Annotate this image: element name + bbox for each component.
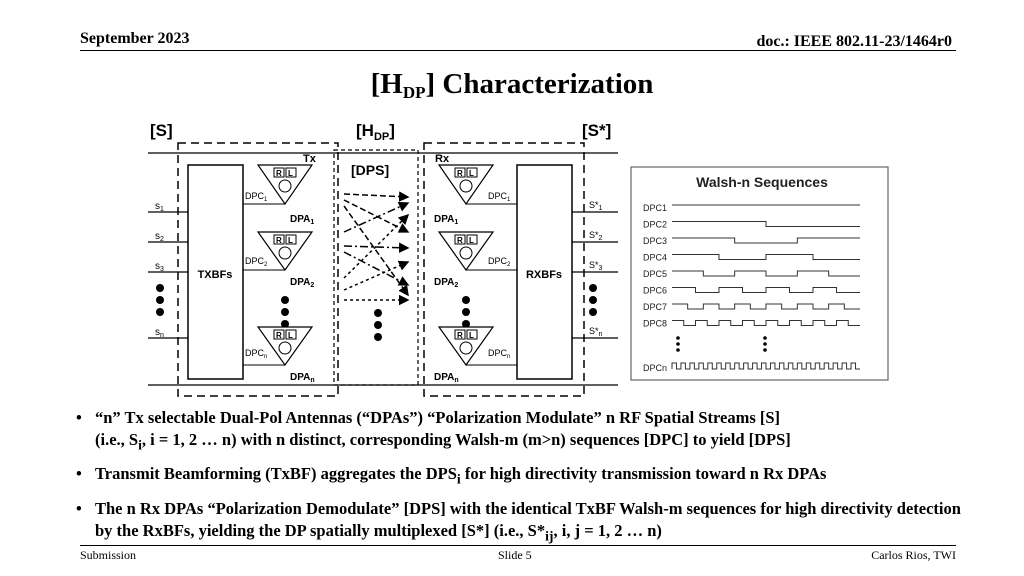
rx-dpc2: $DPC_2$ xyxy=(488,256,511,268)
svg-text:L: L xyxy=(469,169,474,178)
tx-dpcn: $DPC_n$ xyxy=(245,348,268,360)
svg-text:R: R xyxy=(276,331,282,340)
svg-text:R: R xyxy=(457,236,463,245)
walsh-label-dpc3: DPC3 xyxy=(643,236,668,246)
rxbfs-label: RXBFs xyxy=(525,269,563,281)
svg-text:L: L xyxy=(288,169,293,178)
bullet-2: • Transmit Beamforming (TxBF) aggregates the $DPS_i$ for high directivity transmission toward n Rx DPAs xyxy=(76,463,976,490)
svg-text:L: L xyxy=(469,236,474,245)
output-ellipsis-dots xyxy=(589,284,597,316)
walsh-label-dpc7: DPC7 xyxy=(643,302,668,312)
walsh-label-dpc6: DPC6 xyxy=(643,285,668,296)
input-ellipsis-dots xyxy=(156,284,164,316)
channel-arrows xyxy=(344,194,408,300)
rx-dpa1: $DPA_1$ xyxy=(434,214,459,226)
rx-dpa2: $DPA_2$ xyxy=(434,277,459,289)
tx-dpc1: $DPC_1$ xyxy=(245,191,268,203)
output-s1: $S*_1$ xyxy=(589,200,603,212)
rx-dpcn: $DPC_n$ xyxy=(488,348,511,360)
tx-dpc2: $DPC_2$ xyxy=(245,256,268,268)
walsh-label-dpc5: DPC5 xyxy=(643,269,668,279)
input-sn: $s_n$ xyxy=(155,327,164,339)
footer-divider xyxy=(80,545,956,546)
label-hdp: $[H_{DP}]$ xyxy=(356,121,395,143)
label-sstar-matrix: [S*] xyxy=(582,121,612,140)
header-doc-id: doc.: IEEE 802.11-23/1464r0 xyxy=(756,33,952,50)
slide-title: $[H_{DP}]$ Characterization xyxy=(370,68,654,102)
svg-text:L: L xyxy=(288,331,293,340)
footer-author: Carlos Rios, TWI xyxy=(871,548,956,562)
input-streams xyxy=(148,212,188,338)
tx-dpa-ellipsis-dots xyxy=(281,296,289,328)
svg-text:L: L xyxy=(469,331,474,340)
svg-text:R: R xyxy=(276,169,282,178)
channel-ellipsis-dots xyxy=(374,309,382,341)
footer-slide-number: Slide 5 xyxy=(498,548,532,562)
walsh-label-dpc8: DPC8 xyxy=(643,318,668,329)
bullet-list xyxy=(76,407,976,554)
tx-antenna-unit-n xyxy=(243,327,312,365)
walsh-label-dpc2: DPC2 xyxy=(643,219,668,230)
rx-antenna-unit-n xyxy=(439,327,517,365)
walsh-label-dpcn: DPCn xyxy=(643,363,668,373)
txbfs-label: TXBFs xyxy=(197,269,233,281)
label-dps: [DPS] xyxy=(351,162,390,178)
walsh-label-dpc1: DPC1 xyxy=(643,203,668,213)
rx-dpc1: $DPC_1$ xyxy=(488,191,511,203)
walsh-label-dpc4: DPC4 xyxy=(643,252,668,263)
input-s2: $s_2$ xyxy=(155,231,164,243)
svg-text:L: L xyxy=(288,236,293,245)
footer-submission: Submission xyxy=(80,548,137,562)
output-s3: $S*_3$ xyxy=(589,260,603,272)
output-s2: $S*_2$ xyxy=(589,230,603,242)
header-date: September 2023 xyxy=(80,30,190,47)
svg-text:R: R xyxy=(457,169,463,178)
bullet-3: • The n Rx DPAs “Polarization Demodulate” [DPS] with the identical TxBF Walsh-m sequences for high directivity detection by the RxBFs, yielding the DP spatially multiplexed [S*] (i.e., $S*_{ij}$, i, j = 1, 2 … n) xyxy=(76,498,976,547)
output-sn: $S*_n$ xyxy=(589,326,603,338)
bullet-1: • “n” Tx selectable Dual-Pol Antennas (“DPAs”) “Polarization Modulate” n RF Spatial Streams [S] (i.e., $S_i$, i = 1, 2 … n) with n distinct, corresponding Walsh-m (m>n) sequences [DPC] to yield [DPS] xyxy=(76,407,976,456)
tx-dpa1: $DPA_1$ xyxy=(290,214,315,226)
input-s1: $s_1$ xyxy=(155,201,164,213)
tx-dpan: $DPA_n$ xyxy=(290,372,315,384)
svg-text:R: R xyxy=(276,236,282,245)
input-s3: $s_3$ xyxy=(155,261,164,273)
channel-dashed-frame xyxy=(334,150,418,385)
svg-text:R: R xyxy=(457,331,463,340)
label-rx: Rx xyxy=(435,153,450,165)
rx-dpan: $DPA_n$ xyxy=(434,372,459,384)
tx-dpa2: $DPA_2$ xyxy=(290,277,315,289)
label-tx: Tx xyxy=(303,153,316,165)
label-s-matrix: [S] xyxy=(150,121,173,140)
walsh-panel xyxy=(631,167,888,380)
walsh-title: Walsh-n Sequences xyxy=(696,174,828,190)
rx-dpa-ellipsis-dots xyxy=(462,296,470,328)
